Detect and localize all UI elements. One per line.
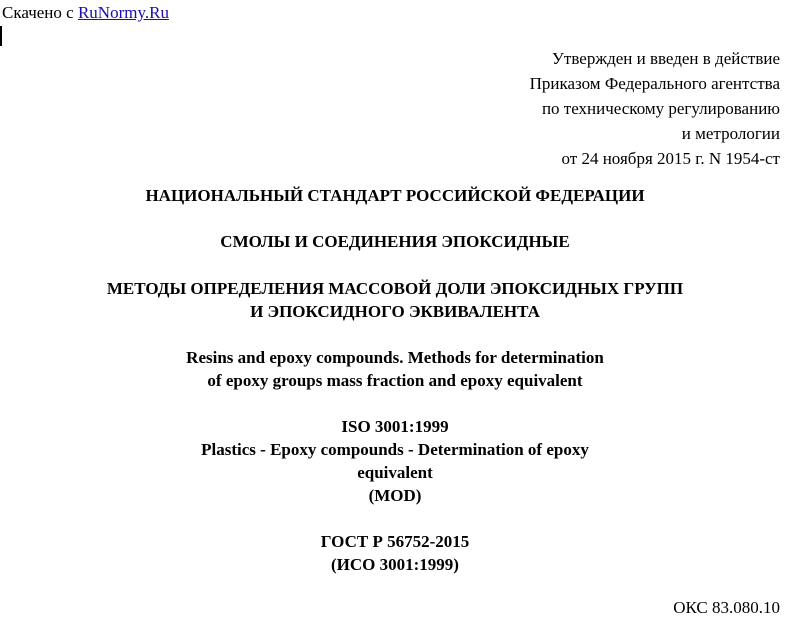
iso-reference-line: equivalent [357, 463, 433, 482]
iso-reference [0, 415, 790, 507]
approval-line: по техническому регулированию [541, 99, 780, 118]
download-source-prefix: Скачено с [2, 3, 78, 22]
okc-classification: ОКС 83.080.10 [673, 598, 780, 617]
approval-line: Приказом Федерального агентства [529, 74, 780, 93]
approval-block [530, 46, 780, 171]
approval-line: Утвержден и введен в действие [551, 49, 780, 68]
subject-heading [0, 230, 790, 253]
text-cursor [0, 26, 2, 46]
national-standard-title: НАЦИОНАЛЬНЫЙ СТАНДАРТ РОССИЙСКОЙ ФЕДЕРАЦИИ [145, 186, 645, 205]
gost-designation-line: ГОСТ Р 56752-2015 [320, 532, 470, 551]
gost-designation-line: (ИСО 3001:1999) [331, 555, 459, 574]
methods-title-line: И ЭПОКСИДНОГО ЭКВИВАЛЕНТА [250, 302, 540, 321]
methods-heading [0, 277, 790, 323]
english-title-line: Resins and epoxy compounds. Methods for determination [186, 348, 604, 367]
subject-title: СМОЛЫ И СОЕДИНЕНИЯ ЭПОКСИДНЫЕ [220, 232, 570, 251]
approval-line: и метрологии [681, 124, 780, 143]
iso-reference-line: (MOD) [368, 486, 422, 505]
national-standard-heading [0, 184, 790, 207]
iso-reference-line: Plastics - Epoxy compounds - Determination of epoxy [201, 440, 589, 459]
approval-line: от 24 ноября 2015 г. N 1954-ст [561, 149, 780, 168]
runormy-link[interactable]: RuNormy.Ru [77, 3, 169, 22]
english-title-line: of epoxy groups mass fraction and epoxy equivalent [207, 371, 583, 390]
english-title [0, 346, 790, 392]
methods-title-line: МЕТОДЫ ОПРЕДЕЛЕНИЯ МАССОВОЙ ДОЛИ ЭПОКСИДНЫХ ГРУПП [106, 279, 684, 298]
iso-reference-line: ISO 3001:1999 [341, 417, 449, 436]
download-source-line [2, 3, 169, 23]
gost-designation [0, 530, 790, 576]
